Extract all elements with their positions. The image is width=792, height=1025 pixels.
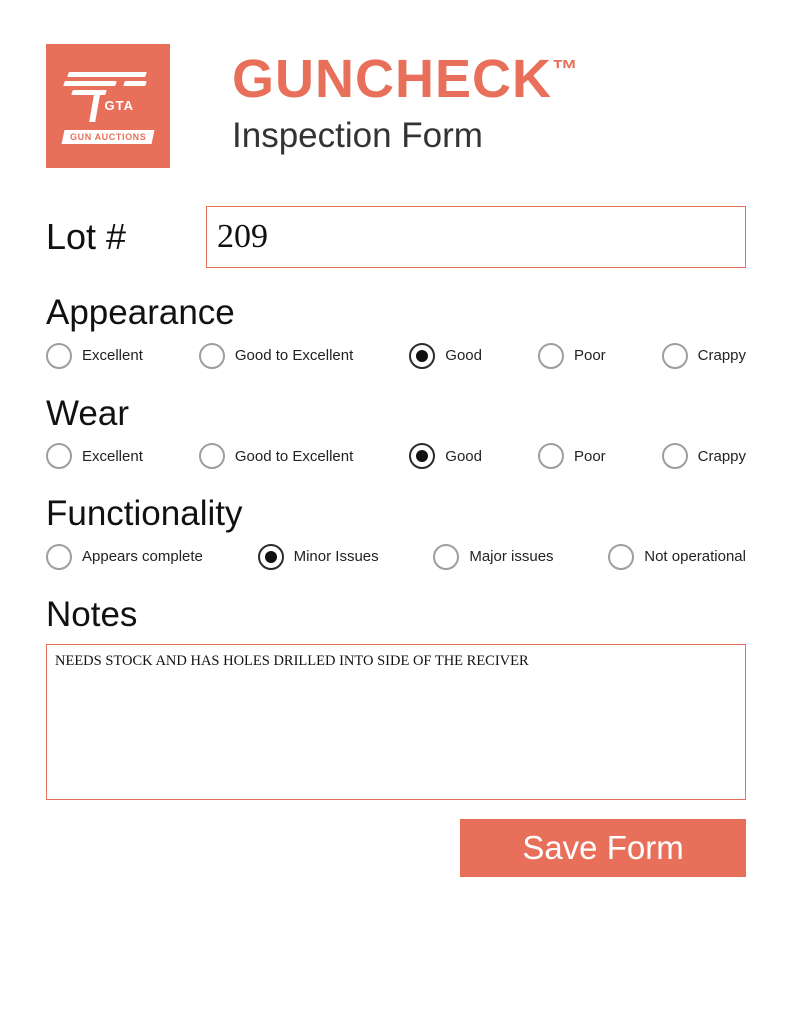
radio-label: Crappy [697, 347, 747, 364]
gun-logo-icon [62, 68, 154, 124]
radio-option-functionality-minor-issues[interactable] [258, 544, 379, 570]
radio-label: Excellent [82, 447, 143, 465]
brand-name: GUNCHECK [232, 49, 553, 109]
radio-icon[interactable] [46, 343, 72, 369]
radio-option-appearance-excellent[interactable] [46, 343, 143, 369]
radio-label: Good [445, 447, 482, 465]
radio-option-appearance-poor[interactable] [538, 343, 606, 369]
radio-label: Good to Excellent [234, 347, 354, 364]
radio-group-functionality [46, 544, 746, 570]
notes-textarea[interactable] [46, 644, 746, 800]
radio-option-wear-poor[interactable] [538, 443, 606, 469]
radio-label: Not operational [644, 548, 746, 565]
lot-number-row [46, 206, 746, 268]
radio-icon[interactable] [538, 343, 564, 369]
radio-option-functionality-appears-complete[interactable] [46, 544, 203, 570]
radio-option-wear-crappy[interactable] [662, 443, 746, 469]
radio-icon-selected[interactable] [409, 443, 435, 469]
save-row [46, 819, 746, 877]
radio-icon-selected[interactable] [258, 544, 284, 570]
lot-number-input[interactable] [206, 206, 746, 268]
radio-label: Major issues [469, 548, 554, 565]
lot-number-label: Lot # [46, 216, 127, 257]
radio-label: Poor [573, 447, 606, 465]
radio-option-appearance-good[interactable] [409, 343, 482, 369]
radio-icon[interactable] [46, 443, 72, 469]
logo-gta-text: GTA [104, 98, 134, 113]
radio-option-functionality-not-operational[interactable] [608, 544, 746, 570]
radio-option-appearance-good-to-excellent[interactable] [199, 343, 353, 369]
radio-icon[interactable] [608, 544, 634, 570]
radio-icon-selected[interactable] [409, 343, 435, 369]
radio-icon[interactable] [199, 343, 225, 369]
section-title-notes: Notes [46, 594, 138, 634]
radio-label: Excellent [82, 347, 143, 364]
save-form-button[interactable]: Save Form [460, 819, 746, 877]
section-title-functionality: Functionality [46, 494, 243, 533]
radio-label: Minor Issues [293, 548, 379, 565]
trademark-symbol: ™ [552, 54, 579, 84]
radio-group-wear [46, 443, 746, 469]
radio-option-wear-excellent[interactable] [46, 443, 143, 469]
radio-label: Crappy [697, 447, 747, 465]
radio-icon[interactable] [538, 443, 564, 469]
page-title [232, 49, 579, 109]
section-title-wear: Wear [46, 393, 129, 433]
radio-option-wear-good[interactable] [409, 443, 482, 469]
radio-label: Good [445, 347, 482, 364]
radio-option-appearance-crappy[interactable] [662, 343, 746, 369]
section-title-appearance: Appearance [46, 293, 235, 332]
radio-label: Good to Excellent [234, 447, 354, 465]
radio-icon[interactable] [46, 544, 72, 570]
radio-label: Appears complete [82, 548, 203, 565]
form-header [46, 0, 746, 168]
title-block [232, 44, 578, 153]
page-subtitle: Inspection Form [232, 116, 483, 155]
radio-icon[interactable] [662, 443, 688, 469]
radio-icon[interactable] [433, 544, 459, 570]
radio-group-appearance [46, 343, 746, 369]
radio-label: Poor [573, 347, 606, 364]
logo-ribbon [61, 130, 154, 144]
radio-icon[interactable] [662, 343, 688, 369]
logo-ribbon-text: GUN AUCTIONS [69, 132, 147, 142]
radio-option-wear-good-to-excellent[interactable] [199, 443, 353, 469]
radio-icon[interactable] [199, 443, 225, 469]
radio-option-functionality-major-issues[interactable] [433, 544, 553, 570]
gta-logo [46, 44, 170, 168]
